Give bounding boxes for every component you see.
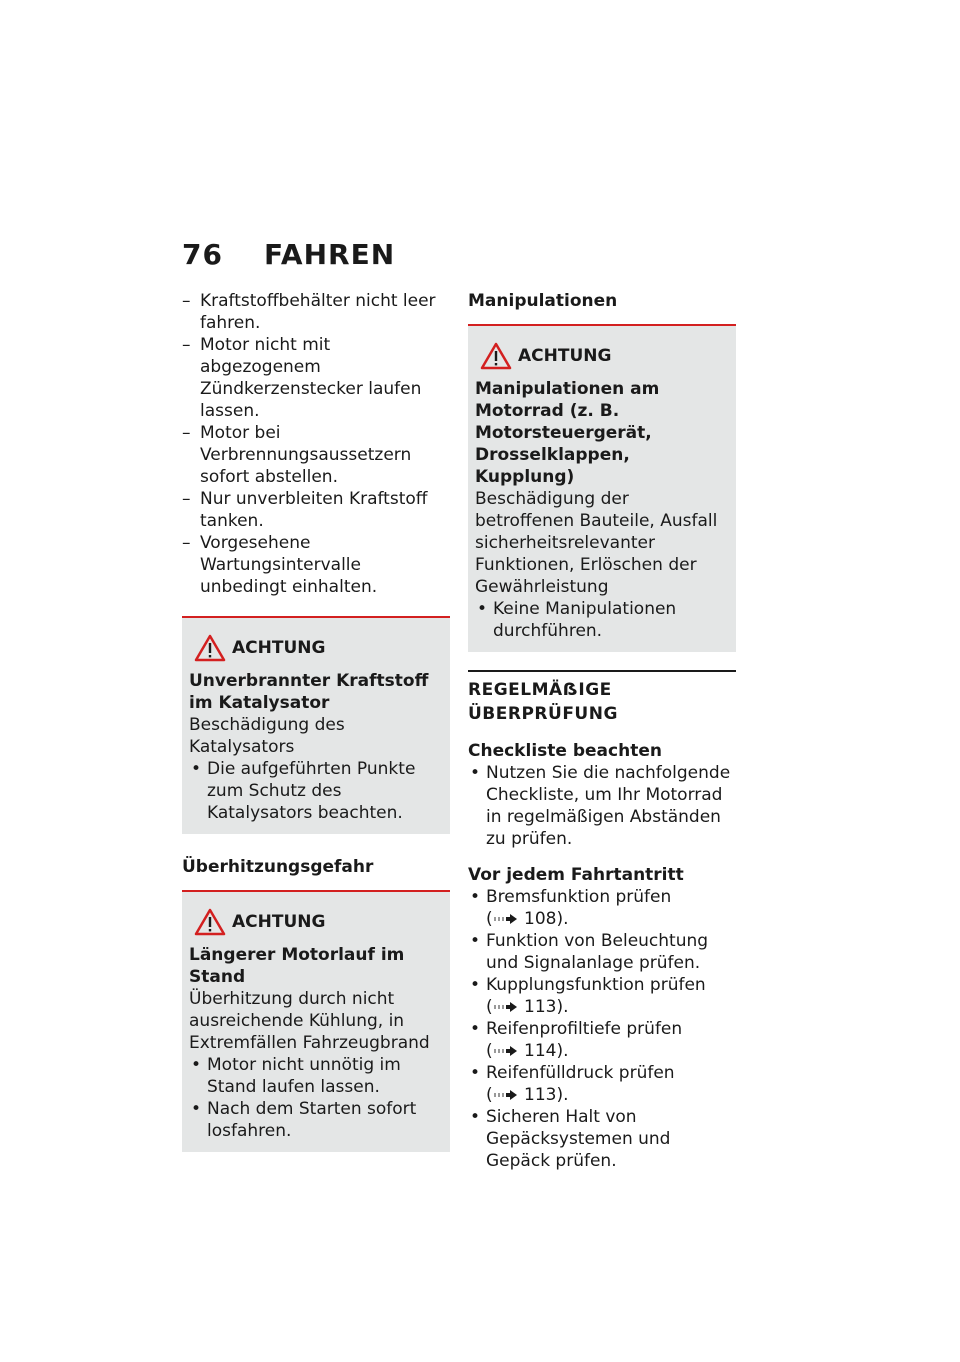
warning-text: Beschädigung des Katalysators [189,715,345,757]
warning-header [189,634,443,664]
warning-box-catalyst [182,616,450,834]
warning-text: Überhitzung durch nicht ausreichende Kühlung, in Extremfällen Fahrzeugbrand [189,989,430,1053]
page-reference-number: 113 [524,997,557,1017]
page-reference-number: 113 [524,1085,557,1105]
warning-label: ACHTUNG [518,346,612,366]
warning-title: Unverbrannter Kraftstoff im Katalysator [189,671,429,713]
arrow-right-icon [493,913,519,925]
left-column [182,290,450,1152]
right-column [468,290,736,1172]
checklist-item [468,974,736,1018]
list-item: • Motor nicht unnötig im Stand laufen lassen. [189,1054,443,1098]
subheading-checklist: Checkliste beachten [468,741,662,761]
warning-text: Beschädigung der betroffenen Bauteile, Ausfall sicherheitsrelevanter Funktionen, Erlöschen der Gewährleistung [475,489,718,597]
checklist-item [468,1062,736,1106]
checklist-item [468,1106,736,1172]
list-item: – Vorgesehene Wartungsintervalle unbedingt einhalten. [182,532,450,598]
checklist-item [468,886,736,930]
warning-label: ACHTUNG [232,912,326,932]
checklist-item [468,1018,736,1062]
arrow-right-icon [493,1089,519,1101]
heading-regular-inspection: REGELMÄẞIGE ÜBERPRÜFUNG [468,670,736,726]
arrow-right-icon [493,1001,519,1013]
checklist-item-text: Funktion von Beleuchtung und Signalanlage prüfen. [486,931,709,973]
checklist-item-text: Reifenprofiltiefe prüfen [486,1019,683,1039]
page-reference[interactable]: ( 108). [486,909,569,929]
page-reference[interactable]: ( 114). [486,1041,569,1061]
page-header [182,238,742,278]
warning-title: Längerer Motorlauf im Stand [189,945,405,987]
chapter-title: FAHREN [264,238,396,271]
page-reference-number: 114 [524,1041,557,1061]
warning-triangle-icon [194,908,226,936]
list-item: – Kraftstoffbehälter nicht leer fahren. [182,290,450,334]
checklist-item-text: Kupplungsfunktion prüfen [486,975,706,995]
checklist-item-text: Bremsfunktion prüfen [486,887,672,907]
page-reference[interactable]: ( 113). [486,997,569,1017]
list-item: • Keine Manipulationen durchführen. [475,598,729,642]
list-item: • Die aufgeführten Punkte zum Schutz des Katalysators beachten. [189,758,443,824]
section-title-overheating: Überhitzungsgefahr [182,857,374,877]
subheading-before-ride: Vor jedem Fahrtantritt [468,865,684,885]
warning-header [189,908,443,938]
warning-triangle-icon [480,342,512,370]
page-number: 76 [182,238,223,271]
warning-box-manipulation [468,324,736,652]
list-item: – Motor bei Verbrennungsaussetzern sofort abstellen. [182,422,450,488]
list-item: – Nur unverbleiten Kraftstoff tanken. [182,488,450,532]
section-title-manipulation: Manipulationen [468,291,618,311]
arrow-right-icon [493,1045,519,1057]
warning-title: Manipulationen am Motorrad (z. B. Motorsteuergerät, Drosselklappen, Kupplung) [475,379,660,487]
page-reference[interactable]: ( 113). [486,1085,569,1105]
checklist-item-text: Sicheren Halt von Gepäcksystemen und Gepäck prüfen. [486,1107,671,1171]
warning-header [475,342,729,372]
warning-triangle-icon [194,634,226,662]
checklist-item [468,930,736,974]
list-item: • Nutzen Sie die nachfolgende Checkliste, um Ihr Motorrad in regelmäßigen Abständen zu prüfen. [468,762,736,850]
page-reference-number: 108 [524,909,557,929]
warning-box-overheating [182,890,450,1152]
checklist-item-text: Reifenfülldruck prüfen [486,1063,675,1083]
list-item: • Nach dem Starten sofort losfahren. [189,1098,443,1142]
list-item: – Motor nicht mit abgezogenem Zündkerzenstecker laufen lassen. [182,334,450,422]
warning-label: ACHTUNG [232,638,326,658]
